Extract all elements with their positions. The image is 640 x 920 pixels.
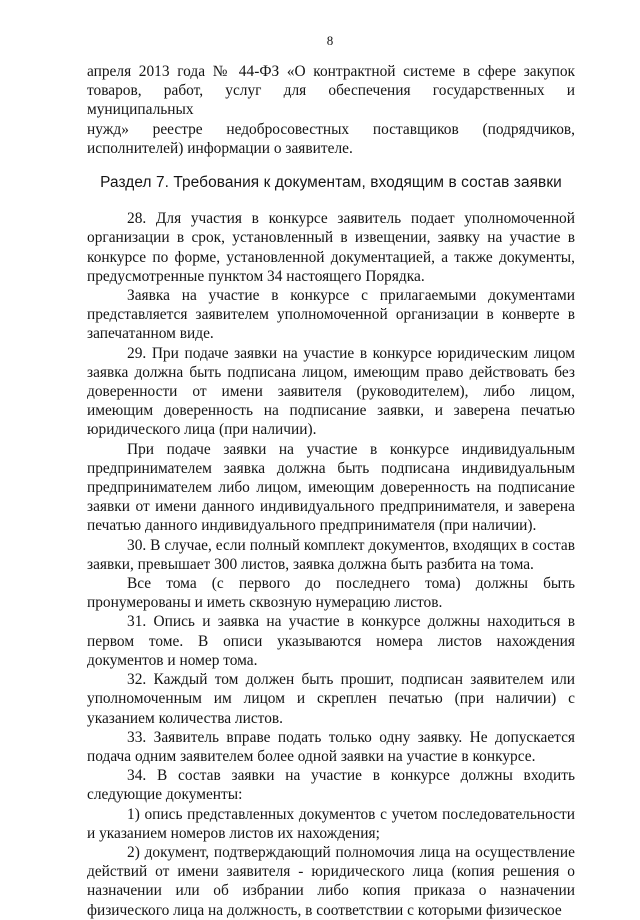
intro-line: апреля 2013 года № 44-ФЗ «О контрактной системе в сфере закупок: [87, 63, 575, 80]
list-item: 2) документ, подтверждающий полномочия лица на осуществление действий от имени заявителя - юридического лица (копия решения о назначении или об избрании либо копия приказа о назначении физического лица на должность, в соответствии с которыми физическое: [87, 843, 575, 919]
paragraph: 30. В случае, если полный комплект документов, входящих в состав заявки, превышает 300 листов, заявка должна быть разбита на тома.: [87, 536, 575, 573]
paragraph: 29. При подаче заявки на участие в конкурсе юридическим лицом заявка должна быть подписана лицом, имеющим право действовать без доверенности от имени заявителя (руководителем), либо лицом, имеющим доверенность на подписание заявки, и заверена печатью юридического лица (при наличии).: [87, 344, 575, 439]
intro-line: товаров, работ, услуг для обеспечения государственных и муниципальных: [87, 82, 575, 119]
intro-line: нужд» реестре недобросовестных поставщиков (подрядчиков,: [87, 120, 575, 138]
paragraph: Заявка на участие в конкурсе с прилагаемыми документами представляется заявителем уполномоченной организации в конверте в запечатанном виде.: [87, 287, 575, 343]
paragraph: 33. Заявитель вправе подать только одну заявку. Не допускается подача одним заявителем более одной заявки на участие в конкурсе.: [87, 728, 575, 765]
paragraph: Все тома (с первого до последнего тома) должны быть пронумерованы и иметь сквозную нумерацию листов.: [87, 575, 575, 612]
page-number: 8: [326, 33, 334, 48]
paragraph: 34. В состав заявки на участие в конкурсе должны входить следующие документы:: [87, 767, 575, 804]
section-title: Раздел 7. Требования к документам, входящим в состав заявки: [100, 174, 562, 192]
paragraph: При подаче заявки на участие в конкурсе индивидуальным предпринимателем заявка должна быть подписана индивидуальным предпринимателем либо лицом, имеющим доверенность на подписание заявки от имени данного индивидуального предпринимателя, и заверена печатью данного индивидуального предпринимателя (при наличии).: [87, 440, 575, 535]
paragraph: 28. Для участия в конкурсе заявитель подает уполномоченной организации в срок, установленный в извещении, заявку на участие в конкурсе по форме, установленной документацией, а также документы, предусмотренные пунктом 34 настоящего Порядка.: [87, 210, 575, 285]
list-item: 1) опись представленных документов с учетом последовательности и указанием номеров листов их нахождения;: [87, 805, 575, 842]
document-body: [87, 62, 575, 920]
paragraph: 32. Каждый том должен быть прошит, подписан заявителем или уполномоченным им лицом и скреплен печатью (при наличии) с указанием количества листов.: [87, 671, 575, 727]
intro-line: исполнителей) информации о заявителе.: [87, 139, 353, 157]
paragraph: 31. Опись и заявка на участие в конкурсе должны находиться в первом томе. В описи указываются номера листов нахождения документов и номер тома.: [87, 613, 575, 669]
